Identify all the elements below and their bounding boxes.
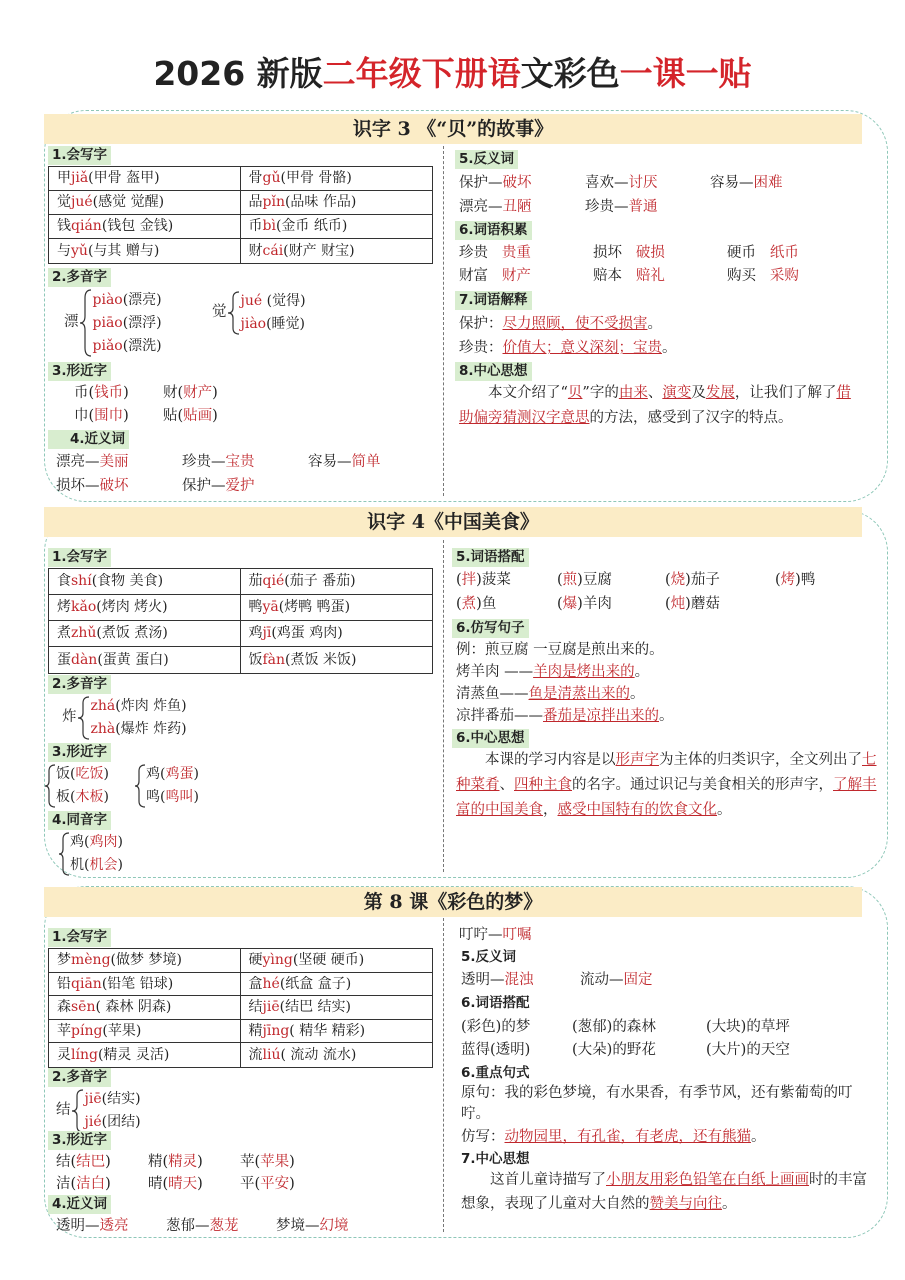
similar-char: 结(结巴) <box>56 1154 111 1170</box>
char-cell: 甲 jiǎ (甲骨 盔甲) <box>49 167 241 191</box>
char-cell: 森 sēn ( 森林 阴森) <box>49 996 241 1020</box>
similar-char: 晴(晴天) <box>148 1176 203 1192</box>
divider <box>443 146 444 496</box>
polyphone-piao <box>64 288 162 358</box>
central-idea: 本文介绍了“贝”字的由来、演变及发展，让我们了解了借助偏旁猜测汉字意思的方法，感受到了汉字的特点。 <box>459 385 851 426</box>
char-cell: 铅 qiān (铅笔 铅球) <box>49 973 241 997</box>
section-heading: 6.中心思想 <box>452 729 529 748</box>
char-table <box>48 166 433 264</box>
section-heading: 5.反义词 <box>461 949 517 965</box>
word-pair: 珍贵 贵重 <box>459 245 531 261</box>
collocation: (烧)茄子 <box>665 572 720 588</box>
section-heading: 2.多音字 <box>48 268 111 287</box>
polyphone-char: 结 <box>56 1102 71 1119</box>
similar-char: 币(钱币) <box>74 385 129 401</box>
section-heading: 1.会写字 <box>48 548 111 567</box>
char-cell: 与 yǔ (与其 赠与) <box>49 239 241 263</box>
imitation-sentence: 凉拌番茄——番茄是凉拌出来的。 <box>456 708 674 724</box>
brace-icon <box>79 288 93 358</box>
section-heading: 3.形近字 <box>48 1131 111 1150</box>
similar-chars-group <box>134 763 199 809</box>
antonym: 流动—固定 <box>580 972 653 988</box>
synonym: 容易—简单 <box>308 454 381 470</box>
section-heading: 6.词语积累 <box>455 221 532 240</box>
synonym: 保护—爱护 <box>182 478 255 494</box>
similar-char: 鸡(鸡蛋) <box>146 766 199 782</box>
similar-char: 鸣(鸣叫) <box>146 789 199 805</box>
word-pair: 硬币 纸币 <box>727 245 799 261</box>
collocation: (大块)的草坪 <box>706 1019 790 1035</box>
word-pair: 财富 财产 <box>459 268 531 284</box>
section-heading: 1.会写字 <box>48 146 111 165</box>
char-cell: 煮 zhǔ (煮饭 煮汤) <box>49 621 241 647</box>
collocation: (烤)鸭 <box>775 572 816 588</box>
collocation: (爆)羊肉 <box>557 596 612 612</box>
collocation: 蓝得(透明) <box>461 1042 531 1058</box>
polyphone-reading: jiào(睡觉) <box>240 316 306 332</box>
char-cell: 食 shí (食物 美食) <box>49 569 241 595</box>
central-idea: 本课的学习内容是以形声字为主体的归类识字，全文列出了七种菜肴、四种主食的名字。通过识记与美食相关的形声字，了解丰富的中国美食，感受中国特有的饮食文化。 <box>456 752 877 818</box>
polyphone-reading: jié(团结) <box>84 1114 141 1130</box>
char-table <box>48 948 433 1068</box>
similar-char: 精(精灵) <box>148 1154 203 1170</box>
synonym: 葱郁—葱茏 <box>166 1218 239 1234</box>
lesson4-title: 识字 4《中国美食》 <box>44 507 862 537</box>
word-pair: 购买 采购 <box>727 268 799 284</box>
brace-icon <box>77 695 91 741</box>
char-cell: 鸡 jī (鸡蛋 鸡肉) <box>241 621 433 647</box>
similar-chars-group <box>44 763 109 809</box>
polyphone-reading: jué (觉得) <box>240 293 306 309</box>
char-cell: 财 cái (财产 财宝) <box>248 242 355 259</box>
char-cell: 苹 píng (苹果) <box>49 1020 241 1044</box>
homophone: 鸡(鸡肉) <box>70 834 123 850</box>
collocation: (大片)的天空 <box>706 1042 790 1058</box>
polyphone-reading: zhá(炸肉 炸鱼) <box>90 698 187 714</box>
brace-icon <box>134 763 146 809</box>
similar-char: 贴(贴画) <box>163 408 218 424</box>
synonym: 梦境—幻境 <box>276 1218 349 1234</box>
section-heading: 2.多音字 <box>48 675 111 694</box>
collocation: (葱郁)的森林 <box>572 1019 656 1035</box>
synonym: 损坏—破坏 <box>56 478 129 494</box>
synonym: 珍贵—宝贵 <box>182 454 255 470</box>
polyphone-char: 漂 <box>64 314 79 331</box>
similar-char: 巾(围巾) <box>74 408 129 424</box>
polyphone-char: 炸 <box>62 709 77 726</box>
similar-char: 苹(苹果) <box>240 1154 295 1170</box>
similar-char: 板(木板) <box>56 789 109 805</box>
divider <box>443 540 444 872</box>
polyphone-char: 觉 <box>212 304 227 321</box>
char-cell: 烤 kǎo (烤肉 烤火) <box>49 595 241 621</box>
similar-char: 财(财产) <box>163 385 218 401</box>
char-cell: 觉 jué (感觉 觉醒) <box>49 191 241 215</box>
antonym: 珍贵—普通 <box>585 199 658 215</box>
similar-char: 平(平安) <box>240 1176 295 1192</box>
original-sentence: 原句：我的彩色梦境，有水果香，有季节风，还有紫葡萄的叮咛。 <box>461 1085 853 1122</box>
section-heading: 2.多音字 <box>48 1068 111 1087</box>
collocation: (炖)蘑菇 <box>665 596 720 612</box>
similar-char: 洁(洁白) <box>56 1176 111 1192</box>
similar-char: 饭(吃饭) <box>56 766 109 782</box>
section-heading: 4.同音字 <box>48 811 111 830</box>
char-cell: 精 jīng ( 精华 精彩) <box>241 1020 433 1044</box>
section-heading: 6.词语搭配 <box>461 995 530 1011</box>
brace-icon <box>58 831 70 877</box>
char-cell: 骨 gǔ (甲骨 骨骼) <box>241 167 433 191</box>
brace-icon <box>71 1088 85 1134</box>
polyphone-reading: piǎo(漂洗) <box>92 337 162 354</box>
section-heading: 4.近义词 <box>48 1195 111 1214</box>
synonym: 透明—透亮 <box>56 1218 129 1234</box>
char-cell: 灵 líng (精灵 灵活) <box>49 1043 241 1067</box>
synonym: 漂亮—美丽 <box>56 454 129 470</box>
collocation: (拌)菠菜 <box>456 572 511 588</box>
char-cell: 鸭 yā (烤鸭 鸭蛋) <box>241 595 433 621</box>
antonym: 喜欢—讨厌 <box>585 175 658 191</box>
section-heading: 5.反义词 <box>455 150 518 169</box>
polyphone-reading: zhà(爆炸 炸药) <box>90 721 187 737</box>
char-cell: 饭 fàn (煮饭 米饭) <box>248 651 357 668</box>
section-heading: 6.仿写句子 <box>452 619 529 638</box>
polyphone-jie <box>56 1088 141 1134</box>
section-heading: 3.形近字 <box>48 362 111 381</box>
central-idea: 这首儿童诗描写了小朋友用彩色铅笔在白纸上画画时的丰富想象，表现了儿童对大自然的赞美与向往。 <box>461 1172 867 1212</box>
imitation-sentence: 烤羊肉 ——羊肉是烤出来的。 <box>456 664 650 680</box>
section-heading: 3.形近字 <box>48 743 111 762</box>
section-heading: 6.重点句式 <box>461 1065 530 1081</box>
antonym: 容易—困难 <box>710 175 783 191</box>
char-cell: 蛋 dàn (蛋黄 蛋白) <box>49 647 241 673</box>
definition: 保护：尽力照顾，使不受损害。 <box>459 316 662 332</box>
char-cell: 盒 hé (纸盒 盒子) <box>241 973 433 997</box>
char-cell: 硬 yìng (坚硬 硬币) <box>241 949 433 973</box>
polyphone-jue <box>212 290 306 336</box>
section-heading: 5.词语搭配 <box>452 548 529 567</box>
divider <box>443 918 444 1232</box>
definition: 珍贵：价值大；意义深刻；宝贵。 <box>459 340 677 356</box>
antonym: 保护—破坏 <box>459 175 532 191</box>
brace-icon <box>44 763 56 809</box>
char-table <box>48 568 433 674</box>
char-cell: 梦 mèng (做梦 梦境) <box>49 949 241 973</box>
antonym: 透明—混浊 <box>461 972 534 988</box>
lesson8-title: 第 8 课《彩色的梦》 <box>44 887 862 917</box>
char-cell: 币 bì (金币 纸币) <box>241 215 433 239</box>
collocation: (煮)鱼 <box>456 596 497 612</box>
brace-icon <box>227 290 241 336</box>
polyphone-zha <box>62 695 187 741</box>
char-cell: 结 jiē (结巴 结实) <box>241 996 433 1020</box>
imitation-sentence: 清蒸鱼——鱼是清蒸出来的。 <box>456 686 645 702</box>
char-cell: 钱 qián (钱包 金钱) <box>49 215 241 239</box>
collocation: (煎)豆腐 <box>557 572 612 588</box>
word-pair: 赔本 赔礼 <box>593 268 665 284</box>
char-cell: 流 liú ( 流动 流水) <box>248 1047 357 1064</box>
collocation: (大朵)的野花 <box>572 1042 656 1058</box>
polyphone-reading: piào(漂亮) <box>92 291 162 308</box>
section-heading: 7.中心思想 <box>461 1151 530 1167</box>
polyphone-reading: piāo(漂浮) <box>92 314 162 331</box>
section-heading: 1.会写字 <box>48 928 111 947</box>
section-heading: 4.近义词 <box>48 430 129 449</box>
char-cell: 品 pǐn (品味 作品) <box>241 191 433 215</box>
antonym: 漂亮—丑陋 <box>459 199 532 215</box>
section-heading: 7.词语解释 <box>455 291 532 310</box>
char-cell: 茄 qié (茄子 番茄) <box>241 569 433 595</box>
section-heading: 8.中心思想 <box>455 362 532 381</box>
imitation-sentence: 仿写：动物园里，有孔雀，有老虎，还有熊猫。 <box>461 1129 766 1145</box>
word-pair: 叮咛—叮嘱 <box>459 927 532 943</box>
homophone: 机(机会) <box>70 857 123 873</box>
imitation-sentence: 例：煎豆腐 一豆腐是煎出来的。 <box>456 642 664 658</box>
page-title: 2026 新版二年级下册语文彩色一课一贴 <box>153 54 752 93</box>
homophone-group <box>58 831 123 877</box>
word-pair: 损坏 破损 <box>593 245 665 261</box>
lesson3-title: 识字 3 《“贝”的故事》 <box>44 114 862 144</box>
collocation: (彩色)的梦 <box>461 1019 531 1035</box>
polyphone-reading: jiē(结实) <box>84 1091 141 1107</box>
